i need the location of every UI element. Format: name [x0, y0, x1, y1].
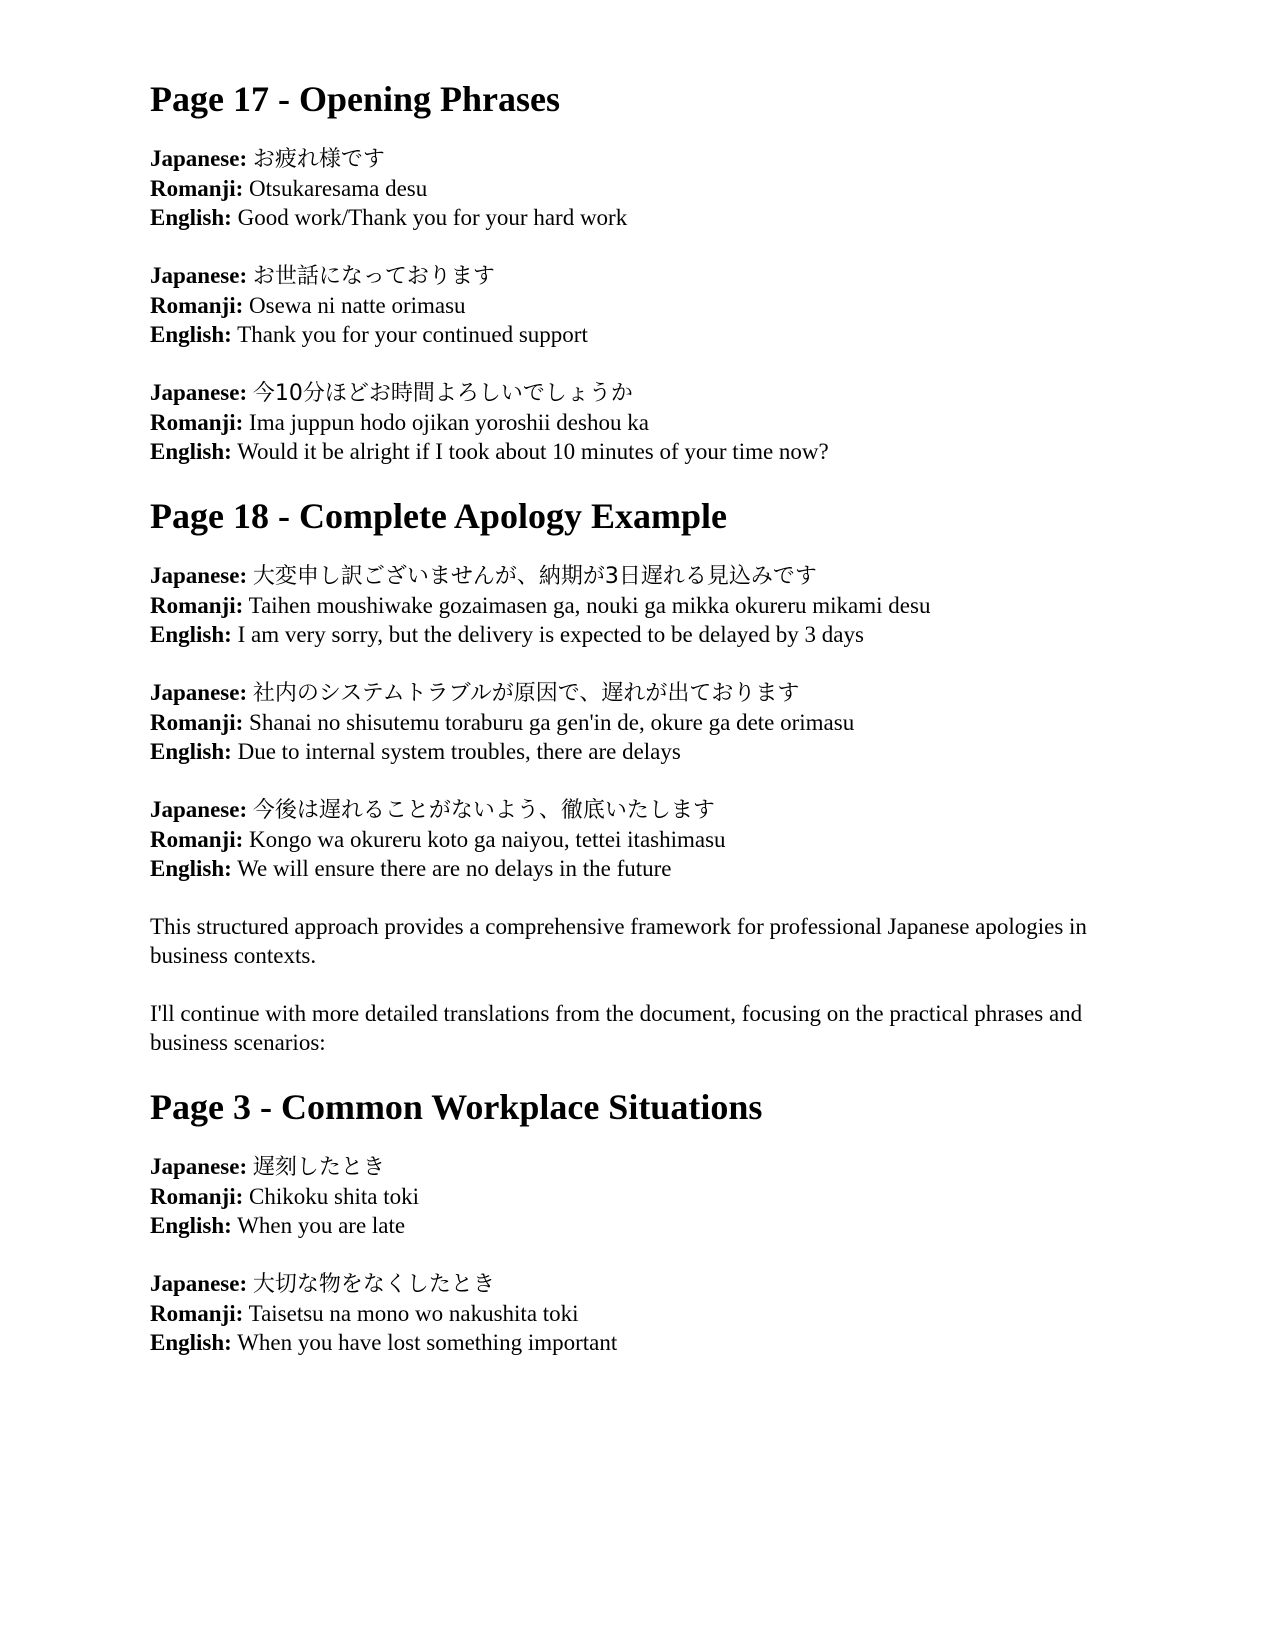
- english-line: [150, 437, 1130, 466]
- english-label: English:: [150, 1213, 232, 1238]
- japanese-text: 今10分ほどお時間よろしいでしょうか: [252, 381, 633, 406]
- romanji-text: Osewa ni natte orimasu: [249, 293, 466, 318]
- romanji-line: [150, 408, 1130, 437]
- body-paragraph: I'll continue with more detailed translations from the document, focusing on the practical phrases and business scenarios:: [150, 1001, 1083, 1055]
- english-label: English:: [150, 205, 232, 230]
- phrase-entry: [150, 795, 1130, 883]
- japanese-text: 今後は遅れることがないよう、徹底いたします: [252, 798, 715, 823]
- body-paragraph: This structured approach provides a comprehensive framework for professional Japanese apologies in business contexts.: [150, 914, 1087, 968]
- romanji-label: Romanji:: [150, 293, 244, 318]
- english-text: When you are late: [237, 1213, 406, 1238]
- romanji-label: Romanji:: [150, 1184, 244, 1209]
- romanji-line: [150, 825, 1130, 854]
- phrase-entry: [150, 678, 1130, 766]
- english-line: [150, 1328, 1130, 1357]
- section-title: Page 18 - Complete Apology Example: [150, 496, 727, 536]
- romanji-label: Romanji:: [150, 410, 244, 435]
- phrase-entry: [150, 261, 1130, 349]
- japanese-text: 大変申し訳ございませんが、納期が3日遅れる見込みです: [252, 564, 817, 589]
- phrase-entry: [150, 144, 1130, 232]
- romanji-label: Romanji:: [150, 176, 244, 201]
- japanese-label: Japanese:: [150, 380, 248, 405]
- romanji-text: Ima juppun hodo ojikan yoroshii deshou ka: [249, 410, 649, 435]
- japanese-line: [150, 561, 1130, 591]
- romanji-line: [150, 708, 1130, 737]
- japanese-line: [150, 795, 1130, 825]
- romanji-label: Romanji:: [150, 593, 244, 618]
- japanese-text: お疲れ様です: [252, 147, 385, 172]
- phrase-entry: [150, 1152, 1130, 1240]
- japanese-line: [150, 261, 1130, 291]
- english-text: Would it be alright if I took about 10 minutes of your time now?: [237, 439, 829, 464]
- section-title: Page 17 - Opening Phrases: [150, 79, 560, 119]
- english-label: English:: [150, 1330, 232, 1355]
- japanese-label: Japanese:: [150, 146, 248, 171]
- japanese-label: Japanese:: [150, 263, 248, 288]
- romanji-line: [150, 591, 1130, 620]
- english-text: I am very sorry, but the delivery is expected to be delayed by 3 days: [237, 622, 864, 647]
- japanese-text: 社内のシステムトラブルが原因で、遅れが出ております: [252, 681, 800, 706]
- english-text: We will ensure there are no delays in the future: [237, 856, 672, 881]
- english-label: English:: [150, 856, 232, 881]
- document-page: [150, 78, 1130, 1386]
- romanji-label: Romanji:: [150, 1301, 244, 1326]
- english-line: [150, 737, 1130, 766]
- romanji-text: Taisetsu na mono wo nakushita toki: [248, 1301, 579, 1326]
- english-text: When you have lost something important: [237, 1330, 618, 1355]
- english-line: [150, 854, 1130, 883]
- romanji-text: Kongo wa okureru koto ga naiyou, tettei itashimasu: [249, 827, 726, 852]
- japanese-line: [150, 678, 1130, 708]
- english-label: English:: [150, 322, 232, 347]
- english-line: [150, 320, 1130, 349]
- english-text: Due to internal system troubles, there are delays: [237, 739, 681, 764]
- phrase-entry: [150, 378, 1130, 466]
- romanji-line: [150, 1182, 1130, 1211]
- english-text: Thank you for your continued support: [237, 322, 588, 347]
- phrase-entry: [150, 1269, 1130, 1357]
- japanese-text: 大切な物をなくしたとき: [252, 1272, 495, 1297]
- japanese-label: Japanese:: [150, 1154, 248, 1179]
- english-label: English:: [150, 622, 232, 647]
- english-line: [150, 1211, 1130, 1240]
- romanji-text: Shanai no shisutemu toraburu ga gen'in de, okure ga dete orimasu: [249, 710, 855, 735]
- phrase-entry: [150, 561, 1130, 649]
- section-title: Page 3 - Common Workplace Situations: [150, 1087, 763, 1127]
- english-label: English:: [150, 739, 232, 764]
- section-common-workplace-situations: [150, 1086, 1130, 1357]
- romanji-line: [150, 1299, 1130, 1328]
- japanese-line: [150, 1152, 1130, 1182]
- romanji-label: Romanji:: [150, 827, 244, 852]
- romanji-text: Chikoku shita toki: [249, 1184, 419, 1209]
- romanji-label: Romanji:: [150, 710, 244, 735]
- english-text: Good work/Thank you for your hard work: [237, 205, 628, 230]
- section-opening-phrases: [150, 78, 1130, 466]
- japanese-text: 遅刻したとき: [252, 1155, 385, 1180]
- romanji-text: Otsukaresama desu: [249, 176, 428, 201]
- japanese-label: Japanese:: [150, 797, 248, 822]
- japanese-line: [150, 378, 1130, 408]
- english-label: English:: [150, 439, 232, 464]
- japanese-line: [150, 144, 1130, 174]
- japanese-line: [150, 1269, 1130, 1299]
- english-line: [150, 620, 1130, 649]
- romanji-line: [150, 291, 1130, 320]
- english-line: [150, 203, 1130, 232]
- japanese-label: Japanese:: [150, 563, 248, 588]
- japanese-text: お世話になっております: [252, 264, 495, 289]
- romanji-text: Taihen moushiwake gozaimasen ga, nouki ga mikka okureru mikami desu: [248, 593, 931, 618]
- japanese-label: Japanese:: [150, 680, 248, 705]
- section-complete-apology-example: [150, 495, 1130, 1057]
- japanese-label: Japanese:: [150, 1271, 248, 1296]
- romanji-line: [150, 174, 1130, 203]
